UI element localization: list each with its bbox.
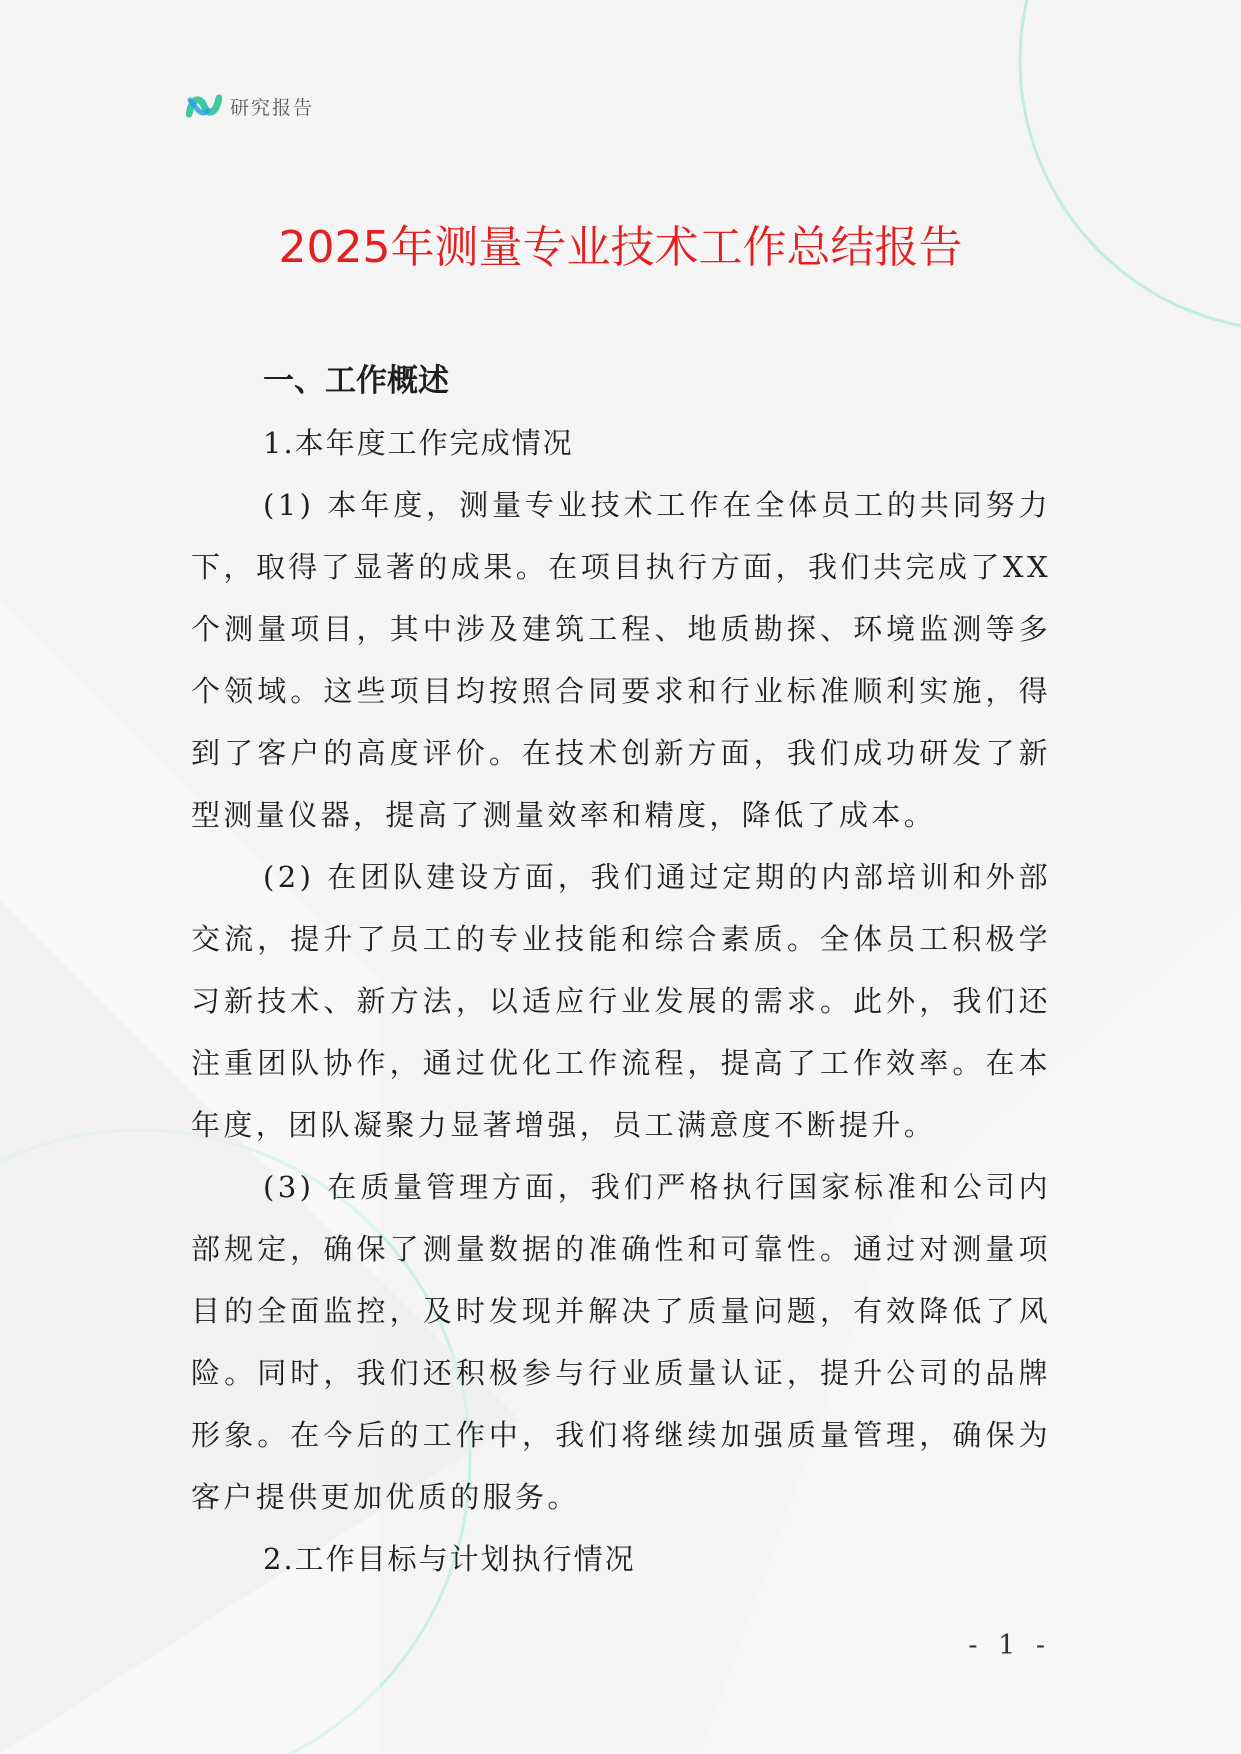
sub-heading-2: 2.工作目标与计划执行情况 — [263, 1542, 636, 1576]
paragraph-2: (2) 在团队建设方面，我们通过定期的内部培训和外部交流，提升了员工的专业技能和综合素质。全体员工积极学习新技术、新方法，以适应行业发展的需求。此外，我们还注重团队协作，通过优化工作流程，提高了工作效率。在本年度，团队凝聚力显著增强，员工满意度不断提升。 — [191, 860, 1051, 1142]
sub-heading-1: 1.本年度工作完成情况 — [263, 426, 574, 460]
brand-logo-icon — [186, 88, 222, 124]
document-header — [186, 88, 314, 124]
header-label: 研究报告 — [230, 96, 315, 119]
paragraph-1: (1) 本年度，测量专业技术工作在全体员工的共同努力下，取得了显著的成果。在项目执行方面，我们共完成了XX个测量项目，其中涉及建筑工程、地质勘探、环境监测等多个领域。这些项目均按照合同要求和行业标准顺利实施，得到了客户的高度评价。在技术创新方面，我们成功研发了新型测量仪器，提高了测量效率和精度，降低了成本。 — [191, 488, 1051, 832]
section-heading: 一、工作概述 — [263, 363, 449, 399]
paragraph-3: (3) 在质量管理方面，我们严格执行国家标准和公司内部规定，确保了测量数据的准确性和可靠性。通过对测量项目的全面监控，及时发现并解决了质量问题，有效降低了风险。同时，我们还积极参与行业质量认证，提升公司的品牌形象。在今后的工作中，我们将继续加强质量管理，确保为客户提供更加优质的服务。 — [191, 1170, 1051, 1514]
document-body — [191, 350, 1051, 1590]
page-number: - 1 - — [968, 1630, 1051, 1661]
document-title: 2025年测量专业技术工作总结报告 — [278, 222, 963, 273]
